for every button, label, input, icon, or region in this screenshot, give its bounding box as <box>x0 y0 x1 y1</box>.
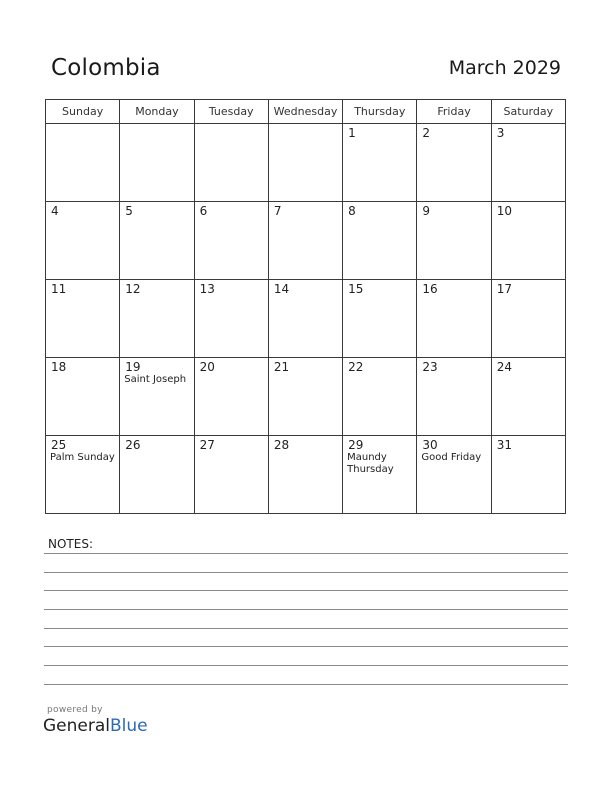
day-number: 17 <box>496 282 512 296</box>
day-number: 10 <box>496 204 512 218</box>
day-cell <box>46 280 120 358</box>
weekday-sunday: Sunday <box>46 100 120 124</box>
weekday-monday: Monday <box>120 100 194 124</box>
day-number: 5 <box>125 204 133 218</box>
holiday-label: Maundy Thursday <box>347 452 394 475</box>
day-number: 21 <box>273 360 290 374</box>
country-title: Colombia <box>51 55 161 81</box>
day-cell <box>120 280 194 358</box>
weekday-header-row <box>46 100 566 124</box>
day-number: 20 <box>199 360 215 374</box>
day-cell <box>268 280 342 358</box>
day-number: 9 <box>422 204 431 218</box>
weekday-friday: Friday <box>417 100 491 124</box>
note-line <box>44 572 568 573</box>
day-number: 26 <box>125 438 141 452</box>
day-number: 27 <box>199 438 215 452</box>
day-number: 8 <box>348 204 356 218</box>
day-number: 6 <box>199 204 208 218</box>
day-number: 18 <box>51 360 67 374</box>
day-cell <box>491 124 565 202</box>
note-line <box>44 609 568 610</box>
day-cell <box>417 436 491 514</box>
day-number: 13 <box>199 282 215 296</box>
notes-label: NOTES: <box>48 537 93 551</box>
day-number: 23 <box>422 360 438 374</box>
day-cell <box>120 124 194 202</box>
day-cell <box>46 202 120 280</box>
week-row <box>46 358 566 436</box>
day-cell <box>46 358 120 436</box>
day-cell <box>46 436 120 514</box>
note-line <box>44 553 568 554</box>
week-row <box>46 280 566 358</box>
holiday-label: Saint Joseph <box>124 374 187 385</box>
weekday-wednesday: Wednesday <box>268 100 342 124</box>
weekday-saturday: Saturday <box>491 100 565 124</box>
day-number: 28 <box>273 438 290 452</box>
note-line <box>44 590 568 591</box>
day-number: 24 <box>496 360 512 374</box>
weekday-thursday: Thursday <box>343 100 417 124</box>
day-number: 2 <box>422 126 431 140</box>
note-line <box>44 646 568 647</box>
day-number: 19 <box>125 360 141 374</box>
week-row <box>46 124 566 202</box>
day-number <box>269 124 342 126</box>
day-number: 31 <box>496 438 512 452</box>
calendar-grid <box>45 99 566 514</box>
day-cell <box>120 358 194 436</box>
brand-blue-text: Blue <box>110 716 148 736</box>
day-cell <box>343 436 417 514</box>
day-cell <box>417 124 491 202</box>
note-line <box>44 628 568 629</box>
powered-by-text: powered by <box>47 705 103 715</box>
day-cell <box>343 202 417 280</box>
day-number: 14 <box>273 282 290 296</box>
day-number: 15 <box>348 282 364 296</box>
day-number: 30 <box>422 438 438 452</box>
day-number: 16 <box>422 282 438 296</box>
holiday-label: Good Friday <box>421 452 482 463</box>
day-number: 11 <box>51 282 67 296</box>
day-cell <box>194 358 268 436</box>
day-number: 25 <box>51 438 67 452</box>
day-number: 22 <box>348 360 364 374</box>
day-number: 3 <box>496 126 505 140</box>
day-number: 29 <box>348 438 364 452</box>
day-cell <box>268 358 342 436</box>
calendar-body <box>46 124 566 514</box>
day-cell <box>120 436 194 514</box>
month-title: March 2029 <box>448 57 561 79</box>
weekday-tuesday: Tuesday <box>194 100 268 124</box>
day-cell <box>268 202 342 280</box>
day-number <box>46 124 119 126</box>
week-row <box>46 202 566 280</box>
day-cell <box>194 202 268 280</box>
day-cell <box>46 124 120 202</box>
week-row <box>46 436 566 514</box>
day-cell <box>194 280 268 358</box>
day-cell <box>343 280 417 358</box>
day-cell <box>268 124 342 202</box>
day-cell <box>343 124 417 202</box>
day-number <box>120 124 193 126</box>
day-number: 7 <box>273 204 282 218</box>
day-cell <box>268 436 342 514</box>
day-cell <box>417 280 491 358</box>
day-cell <box>343 358 417 436</box>
day-cell <box>417 358 491 436</box>
holiday-label: Palm Sunday <box>50 452 115 463</box>
day-cell <box>491 358 565 436</box>
day-cell <box>491 202 565 280</box>
day-cell <box>120 202 194 280</box>
day-cell <box>417 202 491 280</box>
day-cell <box>491 280 565 358</box>
day-number: 1 <box>348 126 356 140</box>
day-cell <box>194 124 268 202</box>
day-number: 4 <box>51 204 59 218</box>
day-cell <box>491 436 565 514</box>
day-number: 12 <box>125 282 141 296</box>
brand-general-text: General <box>43 716 110 736</box>
brand-logo[interactable] <box>43 716 148 736</box>
day-number <box>195 124 268 126</box>
note-line <box>44 684 568 685</box>
note-line <box>44 665 568 666</box>
day-cell <box>194 436 268 514</box>
